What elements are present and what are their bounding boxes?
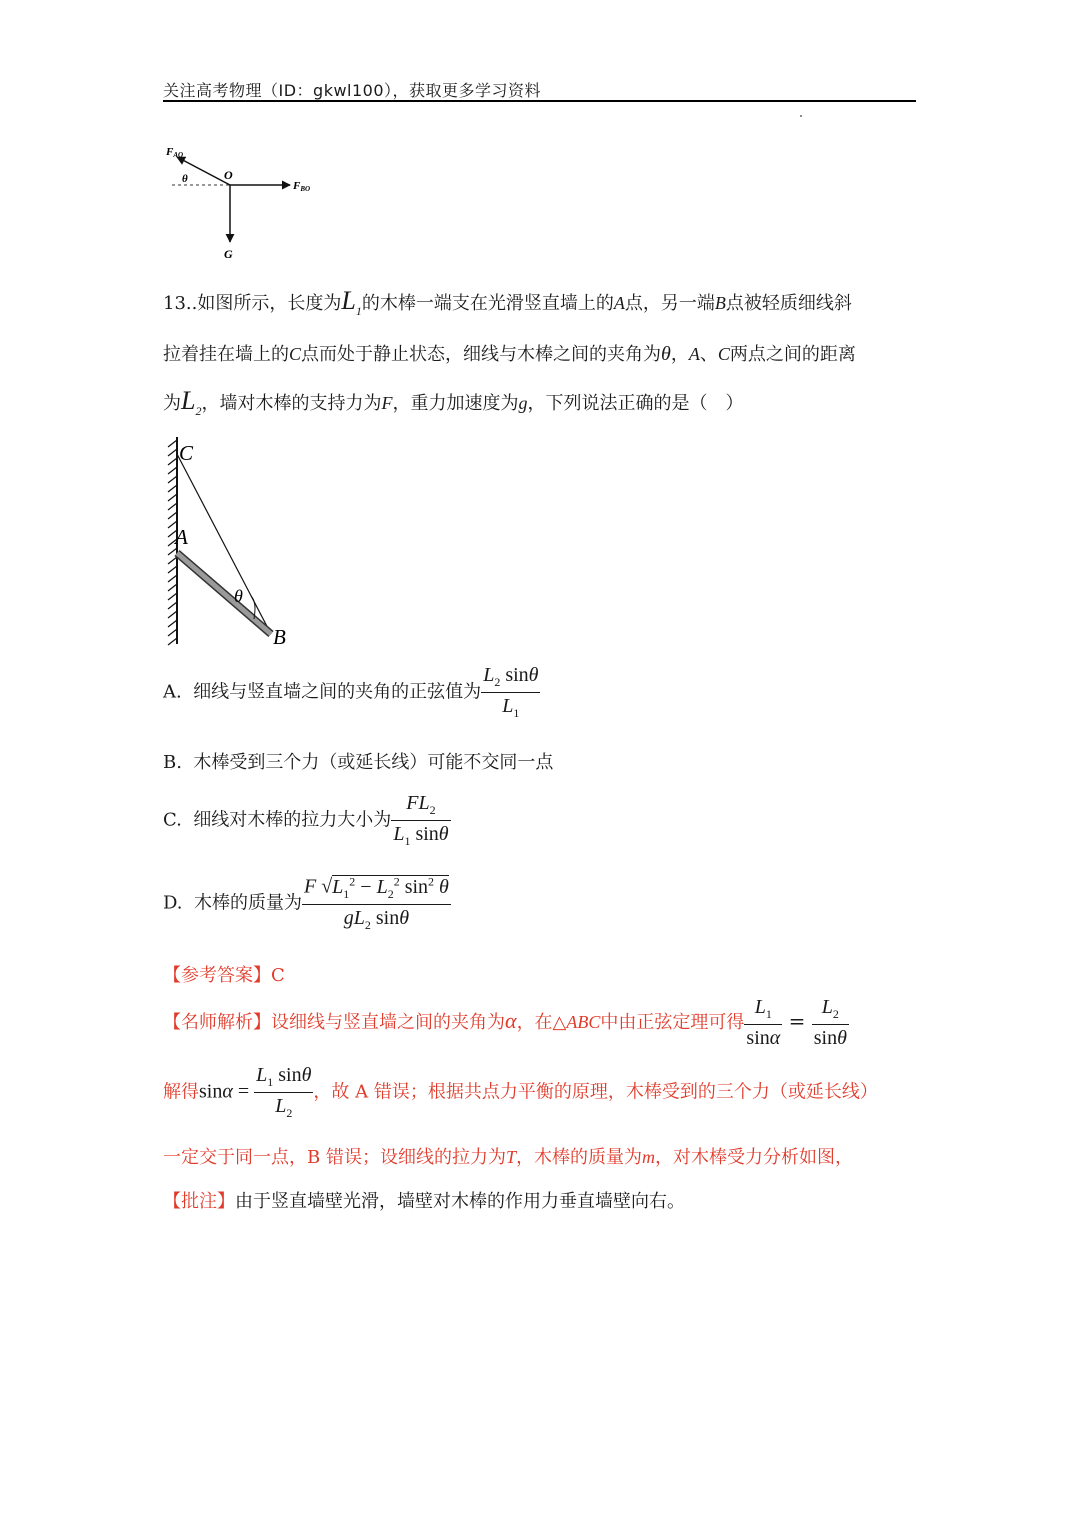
math-l1: $L_1$ xyxy=(341,286,362,319)
analysis-line-1: 【名师解析】设细线与竖直墙之间的夹角为α，在△ABC中由正弦定理可得 $\frac{L_1}{\sin\alpha}$ = $\frac{L_2}{\sin\theta}$ xyxy=(163,996,847,1049)
hatch-mark xyxy=(168,449,177,456)
hatch-mark xyxy=(168,557,177,564)
hatch-mark xyxy=(168,512,177,519)
fao-label: FAO xyxy=(166,146,184,159)
hatch-mark xyxy=(168,467,177,474)
formula-d: $\frac{F √L_1^2 - L_2^2 \sin^2 \theta}{gL_2 \sin\theta}$ xyxy=(303,874,449,932)
option-d: D. 木棒的质量为 $\frac{F √L_1^2 - L_2^2 \sin^2 \theta}{gL_2 \sin\theta}$ xyxy=(163,874,449,932)
formula-sine-rule-right: $\frac{L_2}{\sin\theta}$ xyxy=(813,996,847,1049)
point-c-label: C xyxy=(179,441,194,465)
question-line-1: 13..如图所示，长度为$L_1$的木棒一端支在光滑竖直墙上的A点，另一端B点被轻质细线斜 xyxy=(163,286,852,319)
hatch-mark xyxy=(168,620,177,627)
point-a-label: A xyxy=(175,525,188,549)
answer-line xyxy=(163,961,285,987)
fbo-label: FBO xyxy=(293,180,311,193)
hatch-mark xyxy=(168,458,177,465)
theta-label: θ xyxy=(182,173,188,185)
hatch-mark xyxy=(168,440,177,447)
point-b-label: B xyxy=(273,625,286,649)
hatch-mark xyxy=(168,629,177,636)
g-label: G xyxy=(224,247,233,261)
option-b: B. 木棒受到三个力（或延长线）可能不交同一点 xyxy=(163,752,554,773)
note-text: 由于竖直墙壁光滑，墙壁对木棒的作用力垂直墙壁向右。 xyxy=(235,1191,685,1212)
dot-mark xyxy=(800,115,802,117)
formula-sine-rule-left: $\frac{L_1}{\sin\alpha}$ xyxy=(746,996,781,1049)
analysis-line-3: 一定交于同一点，B 错误；设细线的拉力为T，木棒的质量为m，对木棒受力分析如图， xyxy=(163,1147,853,1168)
question-line-3: 为$L_2$，墙对木棒的支持力为F，重力加速度为g，下列说法正确的是（ ） xyxy=(163,386,744,419)
note-label: 【批注】 xyxy=(163,1191,235,1212)
formula-sin-alpha: $\frac{L_1 \sin\theta}{L_2}$ xyxy=(256,1064,312,1120)
answer-value: C xyxy=(271,965,285,986)
analysis-label: 【名师解析】 xyxy=(163,1012,271,1033)
answer-label: 【参考答案】 xyxy=(163,965,271,986)
option-c: C. 细线对木棒的拉力大小为 $\frac{FL_2}{L_1 \sin\theta}$ xyxy=(163,792,449,848)
option-a: A. 细线与竖直墙之间的夹角的正弦值为 $\frac{L_2 \sin\theta}{L_1}$ xyxy=(163,664,539,720)
hatch-mark xyxy=(168,503,177,510)
o-label: O xyxy=(224,168,233,182)
header-rule xyxy=(163,100,916,102)
math-l2: $L_2$ xyxy=(181,386,202,419)
hatch-mark xyxy=(168,485,177,492)
page-header: 关注高考物理（ID：gkwl100），获取更多学习资料 xyxy=(163,81,542,100)
question-number: 13. xyxy=(163,293,192,314)
hatch-mark xyxy=(168,476,177,483)
hatch-mark xyxy=(168,602,177,609)
formula-a: $\frac{L_2 \sin\theta}{L_1}$ xyxy=(483,664,539,720)
analysis-line-2: 解得sinα = $\frac{L_1 \sin\theta}{L_2}$ ，故 A 错误；根据共点力平衡的原理，木棒受到的三个力（或延长线） xyxy=(163,1064,878,1120)
hatch-mark xyxy=(168,584,177,591)
hatch-mark xyxy=(168,575,177,582)
hatch-mark xyxy=(168,494,177,501)
hatch-mark xyxy=(168,566,177,573)
force-diagram xyxy=(160,135,330,270)
theta-angle-label: θ xyxy=(234,586,243,606)
string-cb xyxy=(177,454,271,634)
hatch-mark xyxy=(168,593,177,600)
note-line xyxy=(163,1187,685,1213)
hatch-mark xyxy=(168,548,177,555)
question-line-2: 拉着挂在墙上的C点而处于静止状态，细线与木棒之间的夹角为θ，A、C两点之间的距离 xyxy=(163,343,856,365)
formula-c: $\frac{FL_2}{L_1 \sin\theta}$ xyxy=(393,792,449,848)
rod-wall-diagram xyxy=(155,432,300,654)
hatch-mark xyxy=(168,638,177,645)
hatch-mark xyxy=(168,611,177,618)
